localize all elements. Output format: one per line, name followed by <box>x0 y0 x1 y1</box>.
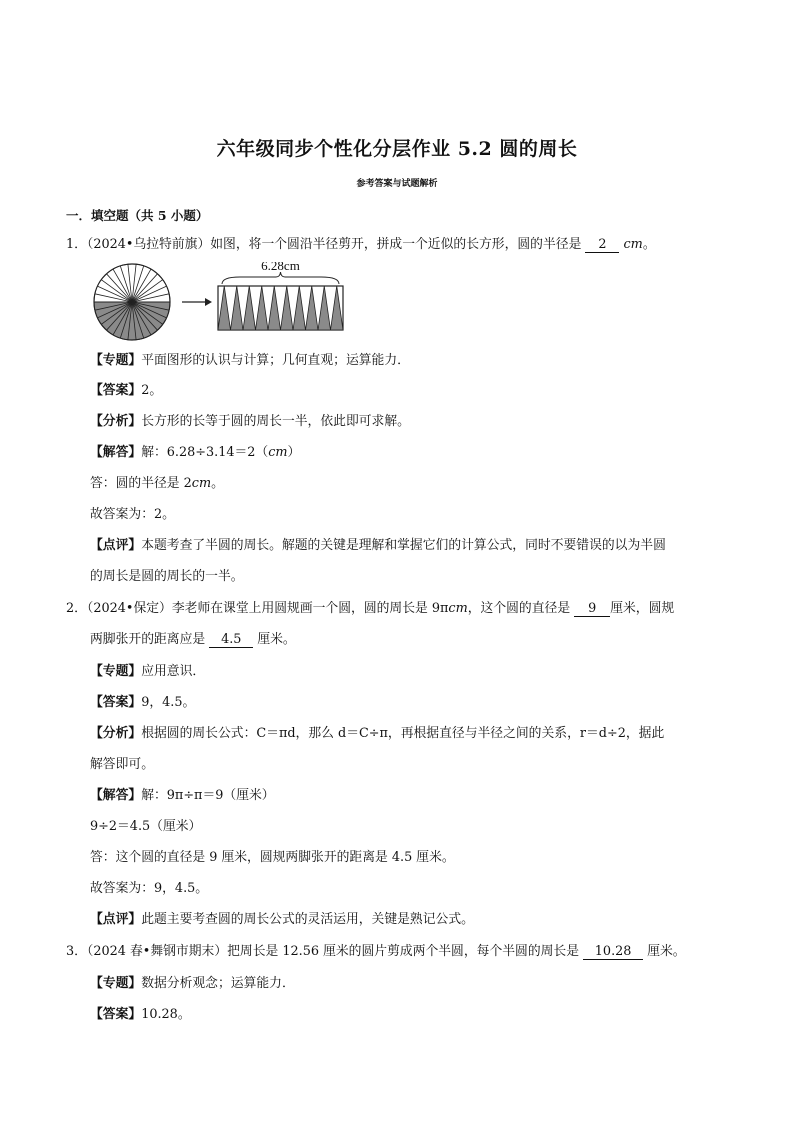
page-title: 六年级同步个性化分层作业 5.2 圆的周长 <box>216 138 578 160</box>
q1-source: （2024•乌拉特前旗） <box>86 237 211 252</box>
q2-fenxi <box>90 725 664 743</box>
page-subtitle: 参考答案与试题解析 <box>356 179 438 189</box>
q1-fenxi-tag: 【分析】 <box>90 414 142 429</box>
q3-stem <box>66 943 686 961</box>
q3-daan-text: 10.28。 <box>141 1007 191 1022</box>
q3-zhuanti <box>90 975 295 993</box>
q1-blank: 2 <box>585 238 619 253</box>
q2-daan-tag: 【答案】 <box>90 695 142 710</box>
approx-rectangle <box>218 286 343 330</box>
q3-zhuanti-tag: 【专题】 <box>90 976 142 991</box>
q1-number: 1． <box>66 237 87 252</box>
q1-dianping-cont: 的周长是圆的周长的一半。 <box>90 569 244 584</box>
q1-answer-end: 。 <box>211 476 224 491</box>
q3-zhuanti-text: 数据分析观念；运算能力． <box>141 976 295 991</box>
q1-dianping-tag: 【点评】 <box>90 538 142 553</box>
q1-dianping-text: 本题考查了半圆的周长。解题的关键是理解和掌握它们的计算公式，同时不要错误的以为半圆 <box>141 538 666 553</box>
q2-fenxi-cont: 解答即可。 <box>90 757 154 772</box>
q1-zhuanti-tag: 【专题】 <box>90 353 142 368</box>
q1-daan <box>90 382 162 400</box>
q2-fenxi-text: 根据圆的周长公式：C＝πd，那么 d＝C÷π，再根据直径与半径之间的关系，r＝d÷2，据此 <box>141 726 665 741</box>
q1-jieda-end: ） <box>287 445 301 460</box>
q2-answer: 答：这个圆的直径是 9 厘米，圆规两脚张开的距离是 4.5 厘米。 <box>90 850 455 865</box>
q2-stem-d: 两脚张开的距离应是 <box>90 632 206 647</box>
q3-number: 3． <box>66 944 87 959</box>
q2-stem-cont <box>90 631 296 649</box>
q3-daan-tag: 【答案】 <box>90 1007 142 1022</box>
q1-daan-tag: 【答案】 <box>90 383 142 398</box>
circle-rectangle-figure <box>90 262 360 344</box>
q2-stem-unit: cm <box>448 601 468 616</box>
q2-dianping-tag: 【点评】 <box>90 912 142 927</box>
q1-jieda-unit: cm <box>268 445 288 460</box>
q1-jieda <box>90 444 300 462</box>
q3-daan <box>90 1006 191 1024</box>
q2-daan <box>90 694 195 712</box>
q2-calc: 9÷2＝4.5（厘米） <box>90 819 202 834</box>
q1-jieda-tag: 【解答】 <box>90 445 142 460</box>
q1-zhuanti-text: 平面图形的认识与计算；几何直观；运算能力． <box>141 353 410 368</box>
q1-zhuanti <box>90 352 410 370</box>
q2-zhuanti <box>90 663 205 681</box>
q1-jieda-text: 解：6.28÷3.14＝2（ <box>141 445 269 460</box>
q1-answer-text: 答：圆的半径是 2 <box>90 476 192 491</box>
length-label: 6.28cm <box>261 262 300 273</box>
q1-daan-text: 2。 <box>141 383 163 398</box>
q1-answer-unit: cm <box>191 476 212 491</box>
q2-jieda-text: 解：9π÷π＝9（厘米） <box>141 788 275 803</box>
section-heading: 一．填空题（共 5 小题） <box>66 208 209 223</box>
q1-dianping <box>90 537 666 555</box>
q1-fenxi <box>90 413 410 431</box>
q3-blank: 10.28 <box>583 945 643 960</box>
q2-zhuanti-tag: 【专题】 <box>90 664 142 679</box>
q2-jieda-tag: 【解答】 <box>90 788 142 803</box>
q2-gu: 故答案为：9，4.5。 <box>90 881 209 896</box>
length-brace <box>222 272 339 284</box>
q2-number: 2． <box>66 601 87 616</box>
sector-circle <box>94 264 170 340</box>
q3-source: （2024 春•舞钢市期末） <box>86 944 228 959</box>
q1-stem <box>66 236 656 254</box>
q2-fenxi-tag: 【分析】 <box>90 726 142 741</box>
arrow-icon <box>182 298 212 306</box>
q2-dianping <box>90 911 474 929</box>
q2-stem-a: 李老师在课堂上用圆规画一个圆，圆的周长是 9π <box>171 601 449 616</box>
q2-dianping-text: 此题主要考查圆的周长公式的灵活运用，关键是熟记公式。 <box>141 912 474 927</box>
q2-stem-e: 厘米。 <box>257 632 296 647</box>
q2-jieda <box>90 787 275 805</box>
q2-daan-text: 9，4.5。 <box>141 695 196 710</box>
q2-source: （2024•保定） <box>86 601 172 616</box>
q1-answer <box>90 475 224 493</box>
q3-stem-text: 把周长是 12.56 厘米的圆片剪成两个半圆，每个半圆的周长是 <box>227 944 580 959</box>
q2-stem-c: 厘米，圆规 <box>610 601 675 616</box>
q2-stem <box>66 600 674 618</box>
q1-stem-text: 如图，将一个圆沿半径剪开，拼成一个近似的长方形，圆的半径是 <box>210 237 582 252</box>
q2-blank-1: 9 <box>574 602 610 617</box>
q1-fenxi-text: 长方形的长等于圆的周长一半，依此即可求解。 <box>141 414 410 429</box>
q1-unit: cm <box>623 237 643 252</box>
q3-stem-end: 厘米。 <box>647 944 686 959</box>
q1-gu: 故答案为：2。 <box>90 507 175 522</box>
q2-stem-b: ，这个圆的直径是 <box>467 601 571 616</box>
q1-end: 。 <box>642 237 656 252</box>
q2-blank-2: 4.5 <box>209 633 253 648</box>
q2-zhuanti-text: 应用意识． <box>141 664 206 679</box>
